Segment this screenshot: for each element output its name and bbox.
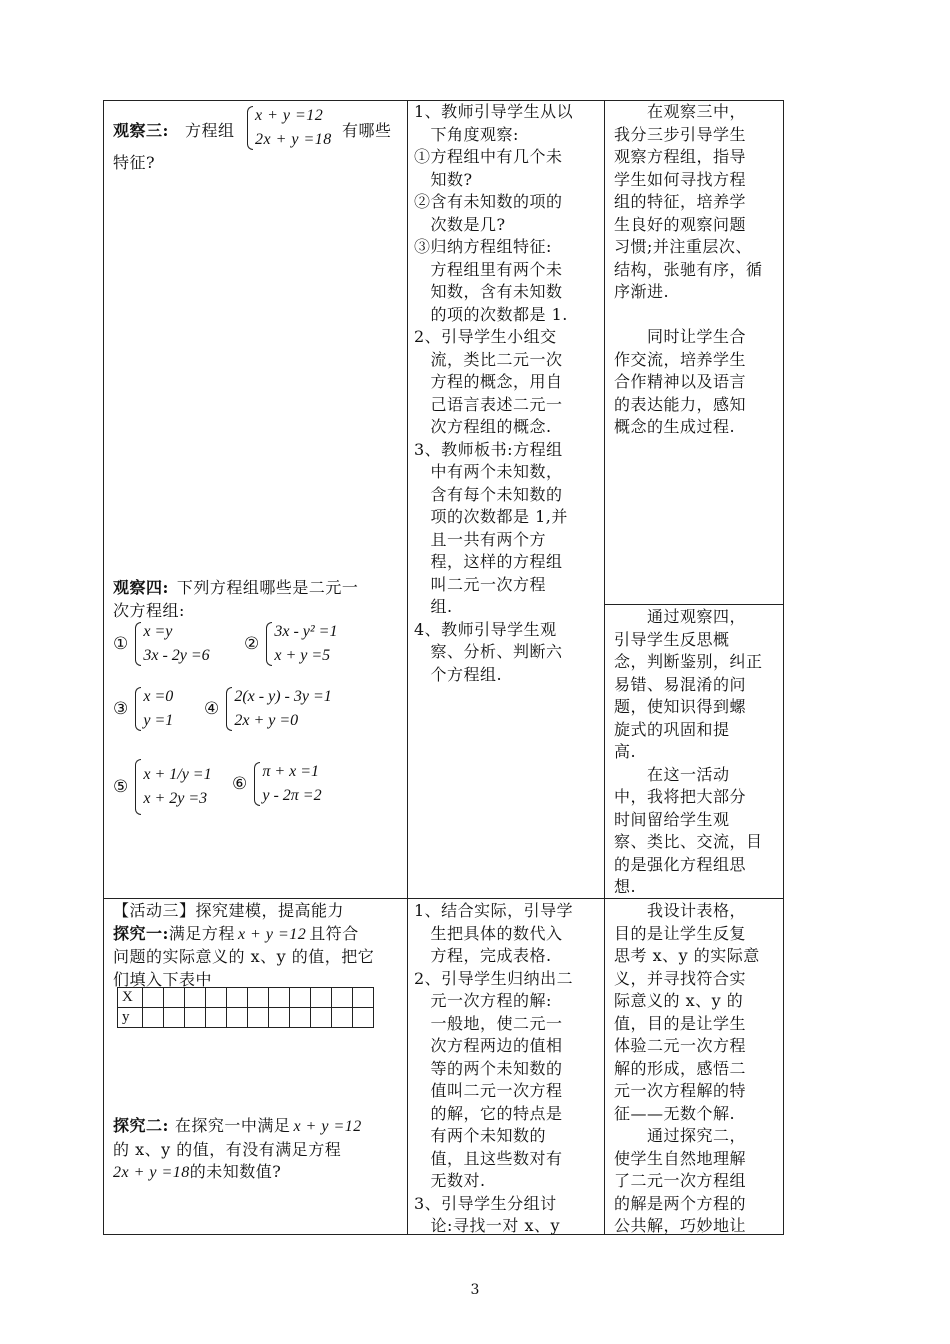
text-line: 项的次数都是 1,并 [414, 507, 568, 526]
observation-four-label: 观察四: [113, 578, 169, 597]
value-cell[interactable] [290, 988, 311, 1008]
text-line: 次方程组的概念. [414, 417, 552, 436]
value-table-header-y: y [118, 1008, 143, 1028]
value-cell[interactable] [248, 988, 269, 1008]
text-line: 叫二元一次方程 [414, 574, 547, 594]
text-line: 引导学生反思概 [614, 629, 730, 649]
value-cell[interactable] [353, 1008, 374, 1028]
value-cell[interactable] [227, 988, 248, 1008]
text-line: 想. [614, 877, 637, 896]
observation-three-text: 方程组 [185, 121, 235, 140]
explore-two-equation-2: 2x + y =18 [113, 1164, 190, 1181]
explore-two-line2: 的 x、y 的值，有没有满足方程 [113, 1139, 342, 1159]
text-line: 一般地，使二元一 [414, 1013, 563, 1033]
text-line: 旋式的巩固和提 [614, 719, 730, 739]
text-line: 知数? [414, 169, 473, 189]
explore-two-line1: 在探究一中满足 [174, 1116, 291, 1135]
text-line: 程，这样的方程组 [414, 552, 563, 571]
obs3-equation-1: x + y =12 [255, 107, 324, 124]
explore-one-label: 探究一: [113, 923, 169, 943]
system-3-mark: ③ [113, 698, 129, 719]
teacher-activity-bottom [414, 900, 602, 1238]
text-line: 解的形成，感悟二 [614, 1058, 747, 1078]
text-line: 中有两个未知数， [414, 462, 563, 481]
text-line: 4、教师引导学生观 [414, 619, 557, 639]
system-1-eq2: 3x - 2y =6 [143, 647, 210, 664]
value-table-header-x: X [118, 988, 143, 1008]
text-line: 察、类比、交流，目 [614, 832, 763, 851]
value-table-row-x [118, 988, 374, 1008]
system-5-mark: ⑤ [113, 776, 129, 797]
value-cell[interactable] [143, 988, 164, 1008]
system-6-eq1: π + x =1 [262, 763, 320, 780]
observation-three-suffix: 有哪些 [342, 121, 392, 140]
text-line: 方程，完成表格. [414, 946, 552, 965]
system-2 [244, 620, 337, 668]
text-line: 1、结合实际，引导学 [414, 901, 574, 920]
text-line: 含有每个未知数的 [414, 484, 563, 504]
system-4-mark: ④ [204, 698, 220, 719]
text-line: 习惯;并注重层次、 [614, 237, 752, 256]
explore-one-line3: 们填入下表中 [113, 969, 213, 989]
text-line: 生良好的观察问题 [614, 214, 747, 234]
explore-one-line1b: 且符合 [309, 923, 359, 943]
value-cell[interactable] [248, 1008, 269, 1028]
text-line: ③归纳方程组特征: [414, 237, 552, 256]
obs3-equation-2: 2x + y =18 [255, 131, 332, 148]
text-line: 次方程两边的值相 [414, 1036, 563, 1055]
value-cell[interactable] [206, 988, 227, 1008]
observation-four-text: 下列方程组哪些是二元一 [176, 578, 359, 597]
text-line [614, 304, 782, 327]
text-line: 作交流，培养学生 [614, 349, 747, 369]
system-2-eq2: x + y =5 [274, 647, 331, 664]
text-line: 概念的生成过程. [614, 417, 736, 436]
explore-one-line1: 满足方程 [168, 923, 235, 943]
system-1-mark: ① [113, 633, 129, 654]
text-line: 察、分析、判断六 [414, 642, 563, 661]
observation-three-line2: 特征? [113, 153, 156, 172]
text-line: 的是强化方程组思 [614, 854, 747, 874]
explore-two-label: 探究二: [113, 1116, 169, 1135]
text-line: 生把具体的数代入 [414, 923, 563, 943]
observation-three-system [247, 104, 332, 152]
text-line: 我分三步引导学生 [614, 124, 747, 144]
text-line: 目的是让学生反复 [614, 923, 747, 943]
text-line: 值叫二元一次方程 [414, 1081, 563, 1100]
row-divider-col3 [604, 604, 784, 605]
system-1 [113, 620, 210, 668]
explore-two [113, 1115, 403, 1185]
value-cell[interactable] [164, 988, 185, 1008]
value-cell[interactable] [143, 1008, 164, 1028]
text-line: 值，且这些数对有 [414, 1148, 563, 1168]
observation-four-line2: 次方程组: [113, 600, 185, 620]
column-divider-2 [604, 100, 605, 1235]
system-4 [204, 685, 332, 733]
text-line: 思考 x、y 的实际意 [614, 946, 760, 965]
design-intent-obs4 [614, 606, 782, 899]
text-line: 公共解，巧妙地让 [614, 1216, 747, 1235]
text-line: 在观察三中， [614, 102, 747, 121]
explore-two-equation-1: x + y =12 [293, 1118, 362, 1135]
text-line: 下角度观察: [414, 124, 519, 144]
value-table-row-y [118, 1008, 374, 1028]
text-line: 征——无数个解. [614, 1103, 736, 1123]
explore-two-line3: 的未知数值? [189, 1162, 282, 1181]
text-line: 次数是几? [414, 214, 506, 234]
text-line: 义，并寻找符合实 [614, 968, 747, 988]
text-line: 组. [414, 597, 453, 616]
text-line: 高. [614, 742, 637, 761]
text-line: 念，判断鉴别，纠正 [614, 652, 763, 671]
teacher-activity-top [414, 101, 602, 686]
text-line: 中，我将把大部分 [614, 787, 747, 806]
text-line: 等的两个未知数的 [414, 1058, 563, 1078]
text-line: 体验二元一次方程 [614, 1036, 747, 1055]
text-line: 的解是两个方程的 [614, 1193, 747, 1213]
text-line: 方程的概念，用自 [414, 372, 563, 391]
text-line: 1、教师引导学生从以 [414, 102, 574, 121]
system-2-mark: ② [244, 633, 260, 654]
system-3 [113, 685, 173, 733]
text-line: 3、教师板书:方程组 [414, 439, 563, 459]
text-line: 2、引导学生小组交 [414, 327, 557, 346]
value-cell[interactable] [311, 1008, 332, 1028]
activity-three-title: 【活动三】探究建模，提高能力 [113, 901, 345, 920]
text-line: 元一次方程的解: [414, 991, 552, 1010]
system-5 [113, 757, 212, 817]
value-cell[interactable] [332, 1008, 353, 1028]
text-line: ①方程组中有几个未 [414, 147, 563, 166]
explore-one-line2: 问题的实际意义的 x、y 的值，把它 [113, 947, 375, 966]
text-line: 2、引导学生归纳出二 [414, 968, 574, 988]
value-cell[interactable] [164, 1008, 185, 1028]
system-3-eq1: x =0 [143, 688, 174, 705]
text-line: 论:寻找一对 x、y [414, 1216, 561, 1235]
system-1-eq1: x =y [143, 623, 173, 640]
text-line: 知数，含有未知数 [414, 282, 563, 301]
text-line: 我设计表格， [614, 901, 747, 920]
text-line: 观察方程组，指导 [614, 147, 747, 166]
system-6-eq2: y - 2π =2 [262, 787, 322, 804]
text-line: 个方程组. [414, 664, 503, 684]
text-line: 序渐进. [614, 282, 670, 301]
value-cell[interactable] [269, 988, 290, 1008]
value-cell[interactable] [311, 988, 332, 1008]
value-cell[interactable] [290, 1008, 311, 1028]
system-5-eq2: x + 2y =3 [143, 790, 208, 807]
text-line: 在这一活动 [614, 764, 730, 784]
text-line: 组的特征，培养学 [614, 192, 747, 211]
value-cell[interactable] [206, 1008, 227, 1028]
observation-three [113, 108, 403, 175]
text-line: 的解，它的特点是 [414, 1103, 563, 1123]
text-line: 有两个未知数的 [414, 1126, 547, 1145]
value-cell[interactable] [332, 988, 353, 1008]
text-line: 且一共有两个方 [414, 529, 547, 549]
text-line: 无数对. [414, 1171, 486, 1190]
design-intent-obs3 [614, 101, 782, 439]
value-cell[interactable] [269, 1008, 290, 1028]
system-4-eq2: 2x + y =0 [234, 712, 299, 729]
observation-three-label: 观察三: [113, 121, 169, 140]
system-6-mark: ⑥ [232, 773, 248, 794]
text-line: 易错、易混淆的问 [614, 674, 747, 694]
text-line: 值，目的是让学生 [614, 1013, 747, 1033]
text-line: 合作精神以及语言 [614, 372, 747, 391]
text-line: 的表达能力，感知 [614, 394, 747, 414]
explore-one-equation: x + y =12 [237, 925, 307, 943]
value-cell[interactable] [185, 1008, 206, 1028]
value-cell[interactable] [227, 1008, 248, 1028]
value-cell[interactable] [185, 988, 206, 1008]
column-divider-1 [407, 100, 408, 1235]
text-line: 时间留给学生观 [614, 809, 730, 829]
system-2-eq1: 3x - y² =1 [274, 623, 338, 640]
system-6 [232, 760, 322, 808]
text-line: 了二元一次方程组 [614, 1171, 747, 1190]
text-line: 通过探究二， [614, 1126, 747, 1145]
activity-three [113, 900, 403, 991]
value-cell[interactable] [353, 988, 374, 1008]
text-line: 结构，张驰有序，循 [614, 259, 763, 279]
value-table [117, 987, 374, 1028]
text-line: 方程组里有两个未 [414, 259, 563, 279]
system-3-eq2: y =1 [143, 712, 174, 729]
text-line: 流，类比二元一次 [414, 349, 563, 369]
text-line: 的项的次数都是 1. [414, 304, 568, 324]
text-line: 使学生自然地理解 [614, 1148, 747, 1168]
text-line: 题，使知识得到螺 [614, 697, 747, 716]
system-5-eq1: x + 1/y =1 [143, 766, 212, 783]
text-line: 3、引导学生分组讨 [414, 1193, 557, 1213]
text-line: 元一次方程解的特 [614, 1081, 747, 1100]
design-intent-explore [614, 900, 782, 1238]
text-line: 同时让学生合 [614, 327, 747, 346]
text-line: 己语言表述二元一 [414, 394, 563, 414]
text-line: 际意义的 x、y 的 [614, 991, 744, 1010]
page-number: 3 [470, 1282, 480, 1298]
text-line: 通过观察四， [614, 607, 747, 626]
system-4-eq1: 2(x - y) - 3y =1 [234, 688, 332, 705]
text-line: 学生如何寻找方程 [614, 169, 747, 189]
text-line: ②含有未知数的项的 [414, 192, 563, 211]
observation-four [113, 577, 403, 622]
